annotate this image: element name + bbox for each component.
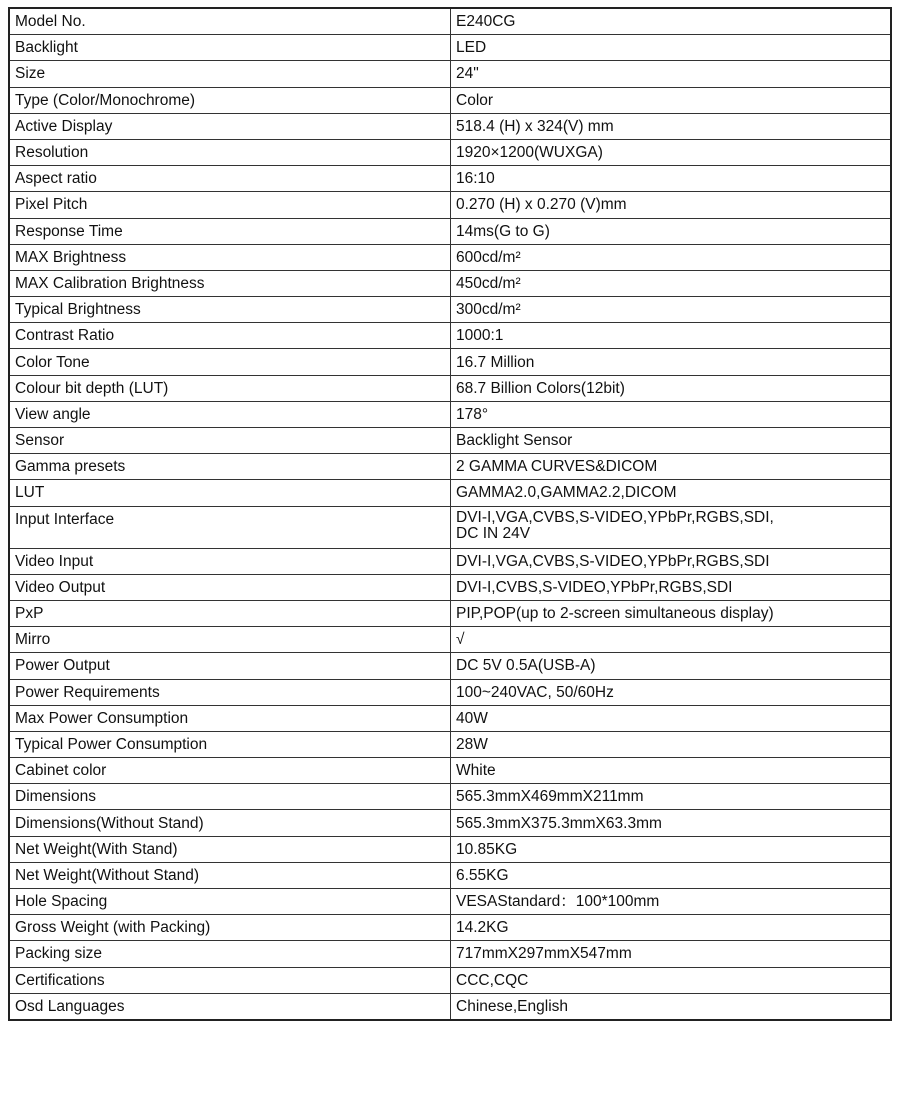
spec-label: Net Weight(With Stand) [9, 836, 451, 862]
spec-row [9, 139, 891, 165]
spec-value: 16.7 Million [451, 349, 892, 375]
spec-value: 450cd/m² [451, 270, 892, 296]
spec-row [9, 862, 891, 888]
spec-row [9, 35, 891, 61]
spec-label: PxP [9, 600, 451, 626]
spec-row [9, 349, 891, 375]
spec-value: 28W [451, 731, 892, 757]
spec-value: 14.2KG [451, 915, 892, 941]
spec-value: 0.270 (H) x 0.270 (V)mm [451, 192, 892, 218]
spec-row [9, 401, 891, 427]
spec-value: DVI-I,VGA,CVBS,S-VIDEO,YPbPr,RGBS,SDI [451, 548, 892, 574]
spec-row [9, 993, 891, 1020]
spec-value: DC 5V 0.5A(USB-A) [451, 653, 892, 679]
spec-label: Type (Color/Monochrome) [9, 87, 451, 113]
spec-row [9, 480, 891, 506]
spec-value: 100~240VAC, 50/60Hz [451, 679, 892, 705]
spec-label: Sensor [9, 428, 451, 454]
spec-label: MAX Calibration Brightness [9, 270, 451, 296]
spec-label: Typical Power Consumption [9, 731, 451, 757]
spec-row [9, 61, 891, 87]
spec-row [9, 218, 891, 244]
spec-row [9, 428, 891, 454]
spec-value: 10.85KG [451, 836, 892, 862]
spec-label: Response Time [9, 218, 451, 244]
spec-row [9, 810, 891, 836]
spec-row [9, 270, 891, 296]
spec-value: GAMMA2.0,GAMMA2.2,DICOM [451, 480, 892, 506]
spec-value: 24" [451, 61, 892, 87]
spec-value: 565.3mmX469mmX211mm [451, 784, 892, 810]
spec-label: MAX Brightness [9, 244, 451, 270]
spec-label: Packing size [9, 941, 451, 967]
spec-label: Resolution [9, 139, 451, 165]
spec-label: Input Interface [9, 506, 451, 548]
spec-row [9, 915, 891, 941]
spec-row [9, 244, 891, 270]
spec-label: Color Tone [9, 349, 451, 375]
spec-row [9, 574, 891, 600]
spec-label: Colour bit depth (LUT) [9, 375, 451, 401]
spec-value: 300cd/m² [451, 297, 892, 323]
spec-value-line: DVI-I,VGA,CVBS,S-VIDEO,YPbPr,RGBS,SDI, [456, 509, 774, 526]
spec-label: Mirro [9, 627, 451, 653]
spec-label: Max Power Consumption [9, 705, 451, 731]
spec-row [9, 375, 891, 401]
spec-value: √ [451, 627, 892, 653]
spec-label: Power Requirements [9, 679, 451, 705]
spec-value: White [451, 758, 892, 784]
spec-value-wrap [456, 510, 885, 542]
spec-label: Gamma presets [9, 454, 451, 480]
spec-row [9, 192, 891, 218]
spec-value [451, 506, 892, 548]
spec-label: Typical Brightness [9, 297, 451, 323]
spec-row [9, 166, 891, 192]
spec-row [9, 600, 891, 626]
spec-table-body [9, 8, 891, 1020]
spec-row [9, 758, 891, 784]
spec-row [9, 506, 891, 548]
spec-label: Pixel Pitch [9, 192, 451, 218]
spec-value: Chinese,English [451, 993, 892, 1020]
spec-table [8, 7, 892, 1021]
spec-label: Backlight [9, 35, 451, 61]
spec-value: CCC,CQC [451, 967, 892, 993]
spec-row [9, 679, 891, 705]
spec-value: E240CG [451, 8, 892, 35]
spec-row [9, 454, 891, 480]
spec-row [9, 941, 891, 967]
spec-row [9, 889, 891, 915]
spec-label: LUT [9, 480, 451, 506]
spec-value: 518.4 (H) x 324(V) mm [451, 113, 892, 139]
spec-value: VESAStandard：100*100mm [451, 889, 892, 915]
spec-value: 565.3mmX375.3mmX63.3mm [451, 810, 892, 836]
spec-value: 14ms(G to G) [451, 218, 892, 244]
spec-row [9, 653, 891, 679]
spec-value: 1920×1200(WUXGA) [451, 139, 892, 165]
spec-row [9, 784, 891, 810]
spec-label: Osd Languages [9, 993, 451, 1020]
spec-label: Contrast Ratio [9, 323, 451, 349]
spec-value: 600cd/m² [451, 244, 892, 270]
spec-value: 178° [451, 401, 892, 427]
spec-label: Net Weight(Without Stand) [9, 862, 451, 888]
spec-value: LED [451, 35, 892, 61]
spec-label: Hole Spacing [9, 889, 451, 915]
spec-value: 16:10 [451, 166, 892, 192]
spec-label: Dimensions [9, 784, 451, 810]
spec-value: 1000:1 [451, 323, 892, 349]
spec-value: 68.7 Billion Colors(12bit) [451, 375, 892, 401]
spec-label: Size [9, 61, 451, 87]
spec-value: 2 GAMMA CURVES&DICOM [451, 454, 892, 480]
spec-label: Certifications [9, 967, 451, 993]
spec-row [9, 731, 891, 757]
spec-row [9, 323, 891, 349]
spec-row [9, 548, 891, 574]
spec-value: 717mmX297mmX547mm [451, 941, 892, 967]
spec-value: 6.55KG [451, 862, 892, 888]
spec-label: Model No. [9, 8, 451, 35]
spec-value: DVI-I,CVBS,S-VIDEO,YPbPr,RGBS,SDI [451, 574, 892, 600]
spec-value: Backlight Sensor [451, 428, 892, 454]
spec-row [9, 87, 891, 113]
spec-row [9, 8, 891, 35]
spec-label: Gross Weight (with Packing) [9, 915, 451, 941]
spec-label: Aspect ratio [9, 166, 451, 192]
spec-label: Active Display [9, 113, 451, 139]
spec-value-line: DC IN 24V [456, 524, 531, 542]
spec-label: Cabinet color [9, 758, 451, 784]
spec-label: View angle [9, 401, 451, 427]
spec-row [9, 113, 891, 139]
spec-row [9, 297, 891, 323]
spec-label: Video Output [9, 574, 451, 600]
spec-label: Power Output [9, 653, 451, 679]
spec-value: PIP,POP(up to 2-screen simultaneous display) [451, 600, 892, 626]
spec-value: Color [451, 87, 892, 113]
spec-row [9, 836, 891, 862]
spec-row [9, 627, 891, 653]
spec-label: Video Input [9, 548, 451, 574]
spec-row [9, 705, 891, 731]
spec-value: 40W [451, 705, 892, 731]
spec-label: Dimensions(Without Stand) [9, 810, 451, 836]
spec-row [9, 967, 891, 993]
